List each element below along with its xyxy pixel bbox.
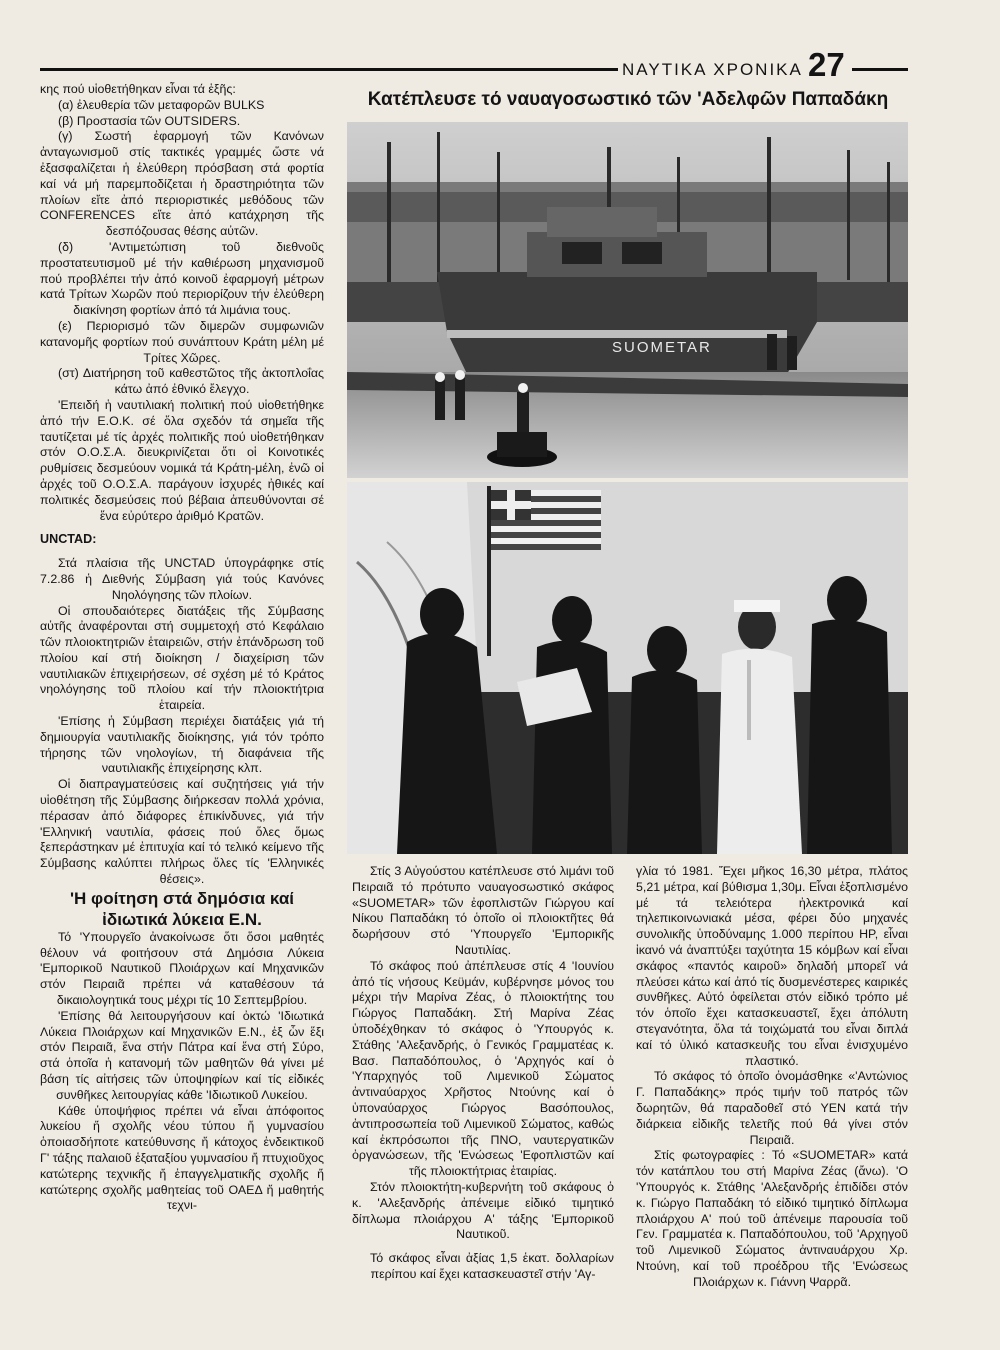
list-item-e: (ε) Περιορισμό τῶν διμερῶν συμφωνιῶν κατανομῆς φορτίων πού συνάπτουν Κράτη μέλη μέ Τρίτες Χῶρες. <box>40 318 324 365</box>
page-number: 27 <box>808 46 845 83</box>
paragraph: Στίς 3 Αὐγούστου κατέπλευσε στό λιμάνι τοῦ Πειραιᾶ τό πρότυπο ναυαγοσωστικό σκάφος «SUOMETAR» τῶν ἐφοπλιστῶν Γιώργου καί Νίκου Παπαδάκη τό ὁποῖο οἱ πλοιοκτῆτες θά δωρήσουν στό 'Υπουργεῖο 'Εμπορικῆς Ναυτιλίας. <box>352 864 614 957</box>
paragraph: Τό σκάφος πού ἀπέπλευσε στίς 4 'Ιουνίου ἀπό τίς νήσους Κεϋμάν, κυβέρνησε μόνος του μέχρι τήν Μαρίνα Ζέας, ὁ πλοιοκτήτης του Γιώργος Παπαδάκη. Στή Μαρίνα Ζέας ὑποδέχθηκαν τό σκάφος ὁ 'Υπουργός κ. Στάθης 'Αλεξανδρής, ὁ Γενικός Γραμματέας κ. Βασ. Παπαδόπουλος, ὁ 'Αρχηγός καί ὁ 'Υπαρχηγός τοῦ Λιμενικοῦ Σώματος ἀντιναύαρχος Χρῆστος Ντούνης καί ὁ ὑποναύαρχος Γιώργος Βασόπουλος, ἀντιπροσωπεία τοῦ Λιμενικοῦ Σώματος, καθώς καί ἐκπρόσωποι τῆς ΠΝΟ, ναυτεργατικῶν ὀργανώσεων, τῆς 'Ενώσεως 'Εφοπλιστῶν καί τῆς πλοιοκτήτριας ἑταιρίας. <box>352 958 614 1179</box>
header-rule-left <box>40 68 618 71</box>
paragraph: 'Επειδή ἡ ναυτιλιακή πολιτική πού υἱοθετήθηκε ἀπό τήν Ε.Ο.Κ. σέ ὅλα σχεδόν τά σημεῖα τῆς ταυτίζεται μέ τίς ἀρχές πολιτικῆς πού υἱοθετήθηκαν στόν Ο.Ο.Σ.Α. διευκρινίζεται ὅτι οἱ Κοινοτικές ρυθμίσεις δεσμεύουν νομικά τά Κράτη-μέλη, ἐνῶ οἱ ἀρχές τοῦ Ο.Ο.Σ.Α. παράγουν ἰσχυρές ἠθικές καί πολιτικές δεσμεύσεις πού βέβαια ἀπευθύνονται σέ ἕνα εὐρύτερο ἀριθμό Κρατῶν. <box>40 397 324 523</box>
paragraph: Οἱ σπουδαιότερες διατάξεις τῆς Σύμβασης αὐτῆς ἀναφέρονται στή συμμετοχή στό Κεφάλαιο τῶν πλοιοκτητριῶν ἑταιρειῶν, στήν ἐπάνδρωση τοῦ πλοίου καί στή διοίκηση / διαχείριση τῶν ναυτιλιακῶν ἐπιχειρήσεων, σέ σχέση μέ τό Κράτος νηολόγησης τοῦ πλοίου καί τήν πλοιοκτήτρια ἑταιρεία. <box>40 603 324 713</box>
middle-column <box>352 864 614 1283</box>
header-rule-right <box>852 68 908 71</box>
paragraph: Τό 'Υπουργεῖο ἀνακοίνωσε ὅτι ὅσοι μαθητές θέλουν νά φοιτήσουν στά Δημόσια Λύκεια 'Εμπορικοῦ Ναυτικοῦ Πλοιάρχων καί Μηχανικῶν στόν Πειραιᾶ πρέπει νά καταθέσουν τά δικαιολογητικά τους μέχρι τίς 10 Σεπτεμβρίου. <box>40 929 324 1008</box>
paragraph: 'Επίσης ἡ Σύμβαση περιέχει διατάξεις γιά τή δημιουργία ναυτιλιακῆς διοίκησης, γιά τόν τρόπο τήρησης τῶν νηολογίων, τή διαφάνεια τῆς ναυτιλιακῆς ἐπιχείρησης κλπ. <box>40 714 324 776</box>
article-title: Κατέπλευσε τό ναυαγοσωστικό τῶν 'Αδελφῶν Παπαδάκη <box>367 89 889 110</box>
text-line: κης πού υἱοθετήθηκαν εἶναι τά ἑξῆς: <box>40 82 236 96</box>
photo-boat-arrival <box>347 122 908 478</box>
paragraph: Τό σκάφος εἶναι ἀξίας 1,5 ἑκατ. δολλαρίων περίπου καί ἔχει κατασκευαστεῖ στήν 'Αγ- <box>370 1251 614 1281</box>
list-item-b: (β) Προστασία τῶν OUTSIDERS. <box>58 113 241 128</box>
section-heading-unctad: UNCTAD: <box>40 532 97 547</box>
photo-caption: Στίς φωτογραφίες : Τό «SUOMETAR» κατά τόν κατάπλου του στή Μαρίνα Ζέας (ἄνω). 'Ο 'Υπουργός κ. Στάθης 'Αλεξανδρής ἐπιδίδει στόν κ. Γιώργο Παπαδάκη τό εἰδικό τιμητικό δίπλωμα πλοιάρχου Α' πού τοῦ ἀπένειμε παρουσία τοῦ Γεν. Γραμματέα κ. Παπαδόπουλου, τοῦ 'Αρχηγοῦ τοῦ Λιμενικοῦ Σώματος ἀντιναυάρχου Χρ. Ντούνη, καί τοῦ προέδρου τῆς 'Ενώσεως Πλοιάρχων κ. Γιάννη Ψαρρᾶ. <box>636 1148 908 1289</box>
list-item-a: (α) ἐλευθερία τῶν μεταφορῶν BULKS <box>58 97 265 112</box>
list-item-d: (δ) 'Αντιμετώπιση τοῦ διεθνοῦς προστατευτισμοῦ μέ τήν καθιέρωση μηχανισμοῦ πού προβλέπει τήν ἀπό κοινοῦ ἐφαρμογή μέτρων κατά Τρίτων Χωρῶν πού περιορίζουν τήν ἐλεύθερη διακίνηση φορτίων ἀπό τά λιμάνια τους. <box>40 239 324 318</box>
list-item-c: (γ) Σωστή ἐφαρμογή τῶν Κανόνων ἀνταγωνισμοῦ στίς τακτικές γραμμές ὥστε νά ἐξασφαλίζεται ἡ ἐλεύθερη πρόσβαση στά φορτία καί νά μή παρεμποδίζεται ἡ δραστηριότητα τῶν πλοίων εἴτε ἀπό περιοριστικές μεθόδους τῶν CONFERENCES εἴτε ἀπό κατάχρηση τῆς δεσπόζουσας θέσης αὐτῶν. <box>40 129 324 239</box>
paragraph: Στά πλαίσια τῆς UNCTAD ὑπογράφηκε στίς 7.2.86 ἡ Διεθνής Σύμβαση γιά τούς Κανόνες Νηολόγησης τῶν πλοίων. <box>40 556 324 602</box>
photo-award-ceremony <box>347 482 908 854</box>
paragraph: Τό σκάφος τό ὁποῖο ὀνομάσθηκε «'Αντώνιος Γ. Παπαδάκης» πρός τιμήν τοῦ πατρός τῶν δωρητῶν, θά παραδοθεῖ στό ΥΕΝ κατά τήν διάρκεια εἰδικῆς τελετῆς πού θά γίνει στόν Πειραιᾶ. <box>636 1069 908 1147</box>
section-heading-lyceum: 'Η φοίτηση στά δημόσια καί ἰδιωτικά λύκεια Ε.Ν. <box>69 888 295 929</box>
right-column <box>636 864 908 1291</box>
paragraph: Οἱ διαπραγματεύσεις καί συζητήσεις γιά τήν υἱοθέτηση τῆς Σύμβασης διήρκεσαν πολλά χρόνια, πέρασαν ἀπό διάφορες ἐπικίνδυνες, γιά τήν 'Ελληνική ναυτιλία, φάσεις πού ὅλες ὅμως ξεπεράστηκαν μέ ἐπιτυχία καί τό τελικό κείμενο τῆς Σύμβασης καλύπτει πλήρως ὅλες τίς 'Ελληνικές θέσεις». <box>40 777 324 887</box>
paragraph: 'Επίσης θά λειτουργήσουν καί ὀκτώ 'Ιδιωτικά Λύκεια Πλοιάρχων καί Μηχανικῶν Ε.Ν., ἐξ ὧν ἕξι στόν Πειραιᾶ, ἕνα στήν Πάτρα καί ἕνα στή Σύρο, στά ὁποῖα ἡ κατανομή τῶν μαθητῶν θά γίνει μέ βάση τίς αἰτήσεις τῶν ὑποψηφίων καί τίς εἰδικές συνθῆκες λειτουργίας κάθε 'Ιδιωτικοῦ Λυκείου. <box>40 1008 324 1102</box>
hull-lettering: SUOMETAR <box>612 339 712 356</box>
paragraph: Κάθε ὑποψήφιος πρέπει νά εἶναι ἀπόφοιτος λυκείου ἤ σχολῆς νέου τύπου ἤ γυμνασίου ὁποιασδήποτε κατεύθυνσης ἤ κάτοχος ἐνδεικτικοῦ Γ' τάξης παλαιοῦ ἑξαταξίου γυμνασίου ἤ πτυχιοῦχος κατώτερης τεχνικῆς ἤ ἐπαγγελματικῆς σχολῆς ἤ κατώτερης σχολῆς μαθητείας τοῦ ΟΑΕΔ ἤ μαθητής τεχνι- <box>40 1103 324 1213</box>
paragraph: Στόν πλοιοκτήτη-κυβερνήτη τοῦ σκάφους ὁ κ. 'Αλεξανδρής ἀπένειμε εἰδικό τιμητικό δίπλωμα πλοιάρχου Α' τάξης 'Εμπορικοῦ Ναυτικοῦ. <box>352 1179 614 1242</box>
list-item-st: (στ) Διατήρηση τοῦ καθεστῶτος τῆς ἀκτοπλοΐας κάτω ἀπό ἐθνικό ἔλεγχο. <box>58 366 324 397</box>
running-title: ΝΑΥΤΙΚΑ ΧΡΟΝΙΚΑ <box>622 60 803 79</box>
left-column <box>40 82 324 1214</box>
paragraph: γλία τό 1981. Ἔχει μῆκος 16,30 μέτρα, πλάτος 5,21 μέτρα, καί βύθισμα 1,30μ. Εἶναι ἐξοπλισμένο μέ τά τελειότερα ἠλεκτρονικά καί τηλεπικοινωνιακά μέσα, φέρει δύο μηχανές συνολικῆς ὑποδύναμης 1.000 περίπου ΗΡ, εἶναι ἱκανό νά ἀναπτύξει ταχύτητα 15 κόμβων καί εἶναι σκάφος «παντός καιροῦ» δηλαδή μπορεῖ νά πλεύσει κάτω καί ἀπό τίς δυσμενέστερες καιρικές συνθῆκες. Αὐτό ὀφείλεται στόν εἰδικό τρόπο μέ τόν ὁποῖο ἔχει κατασκευαστεῖ, ἔχει ἀπόλυτη στεγανότητα, ὅλα τά τοιχώματά του εἶναι διπλά καί τό ὑλικό κατασκευῆς του εἶναι ἐνισχυμένο πλαστικό. <box>636 864 908 1068</box>
